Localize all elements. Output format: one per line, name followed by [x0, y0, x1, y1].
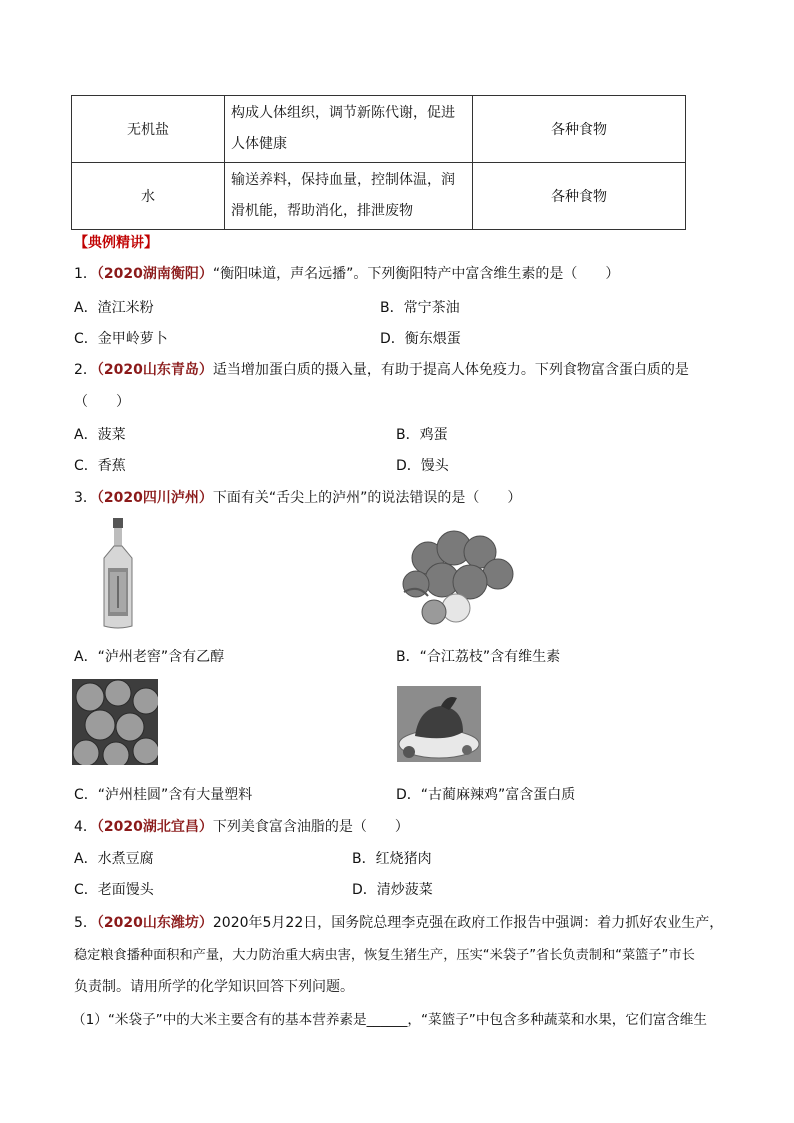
option-c[interactable]: C．香蕉: [74, 458, 126, 474]
nutrient-food-source: 各种食物: [473, 163, 686, 230]
question-number: 4．: [74, 819, 97, 835]
question-number: 2．: [74, 362, 97, 378]
spicy-chicken-image: [397, 686, 481, 762]
nutrient-function: 输送养料，保持血量，控制体温，润滑机能，帮助消化，排泄废物: [225, 163, 473, 230]
longan-image: [72, 679, 158, 765]
option-c[interactable]: C．金甲岭萝卜: [74, 331, 168, 347]
section-title: 【典例精讲】: [74, 235, 158, 251]
option-d[interactable]: D．馒头: [396, 458, 449, 474]
option-b[interactable]: B．鸡蛋: [396, 427, 448, 443]
option-b[interactable]: B．“合江荔枝”含有维生素: [396, 649, 561, 665]
option-a[interactable]: A．水煮豆腐: [74, 851, 154, 867]
question-5-line-2: 稳定粮食播种面积和产量，大力防治重大病虫害，恢复生猪生产，压实“米袋子”省长负责制和“菜篮子”市长: [74, 948, 695, 963]
option-d[interactable]: D．“古蔺麻辣鸡”富含蛋白质: [396, 787, 576, 803]
question-5-line-3: 负责制。请用所学的化学知识回答下列问题。: [74, 979, 354, 995]
question-source: （2020四川泸州）: [96, 490, 213, 506]
question-text: 适当增加蛋白质的摄入量，有助于提高人体免疫力。下列食物富含蛋白质的是: [212, 362, 689, 378]
nutrient-name: 无机盐: [72, 96, 225, 163]
table-row: [72, 163, 686, 230]
lychee-image: [398, 522, 522, 632]
question-text: 下列美食富含油脂的是（ ）: [212, 819, 409, 835]
question-source: （2020山东青岛）: [96, 362, 213, 378]
option-b[interactable]: B．常宁茶油: [380, 300, 460, 316]
question-text: 下面有关“舌尖上的泸州”的说法错误的是（ ）: [212, 490, 522, 506]
question-source: （2020湖北宜昌）: [96, 819, 213, 835]
option-c[interactable]: C．“泸州桂圆”含有大量塑料: [74, 787, 253, 803]
question-5-sub-1: （1）“米袋子”中的大米主要含有的基本营养素是______，“菜篮子”中包含多种蔬菜和水果，它们富含维生: [72, 1012, 707, 1028]
nutrient-table: [71, 95, 686, 230]
question-2-paren: （ ）: [74, 394, 130, 410]
table-row: [72, 96, 686, 163]
question-text: 2020年5月22日，国务院总理李克强在政府工作报告中强调：着力抓好农业生产，: [212, 915, 724, 931]
option-d[interactable]: D．清炒菠菜: [352, 882, 433, 898]
question-5: [74, 912, 723, 932]
nutrient-function: 构成人体组织，调节新陈代谢，促进人体健康: [225, 96, 473, 163]
liquor-bottle-image: [96, 518, 140, 630]
question-number: 1．: [74, 266, 97, 282]
question-number: 5．: [74, 915, 97, 931]
question-4: [74, 816, 409, 836]
option-d[interactable]: D．衡东煨蛋: [380, 331, 461, 347]
question-number: 3．: [74, 490, 97, 506]
question-source: （2020山东潍坊）: [96, 915, 213, 931]
question-source: （2020湖南衡阳）: [96, 266, 213, 282]
option-c[interactable]: C．老面馒头: [74, 882, 154, 898]
option-a[interactable]: A．渣江米粉: [74, 300, 154, 316]
question-3: [74, 487, 521, 507]
question-text: “衡阳味道，声名远播”。下列衡阳特产中富含维生素的是（ ）: [212, 266, 620, 282]
question-1: [74, 263, 619, 283]
question-2: [74, 359, 689, 379]
option-b[interactable]: B．红烧猪肉: [352, 851, 432, 867]
nutrient-food-source: 各种食物: [473, 96, 686, 163]
option-a[interactable]: A．“泸州老窖”含有乙醇: [74, 649, 225, 665]
option-a[interactable]: A．菠菜: [74, 427, 126, 443]
nutrient-name: 水: [72, 163, 225, 230]
